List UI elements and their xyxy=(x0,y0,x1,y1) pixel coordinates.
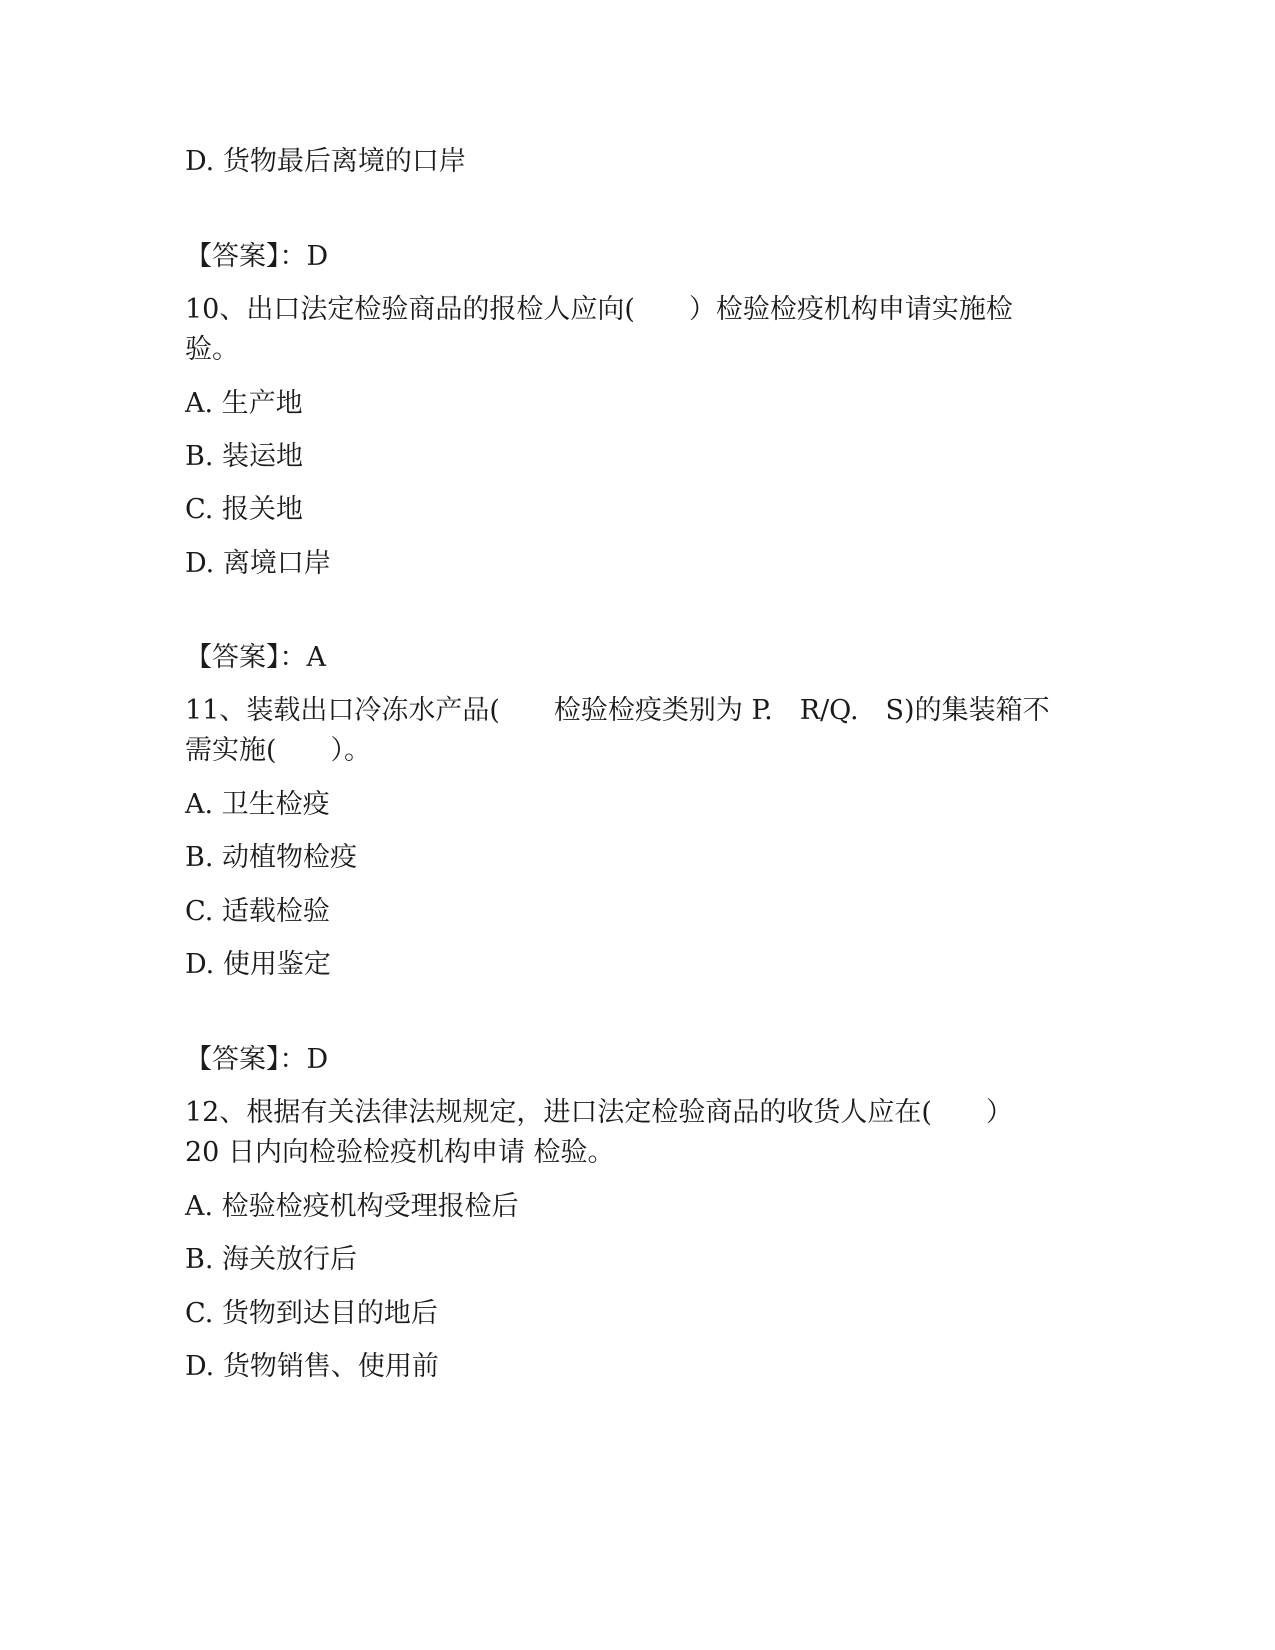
q10-option-c: C. 报关地 xyxy=(185,494,303,525)
q12-option-a: A. 检验检疫机构受理报检后 xyxy=(185,1191,519,1222)
q11-stem-line2: 需实施( ）。 xyxy=(185,735,372,766)
q12-stem-line2: 20 日内向检验检疫机构申请 检验。 xyxy=(185,1137,615,1168)
q11-option-c: C. 适载检验 xyxy=(185,896,330,927)
q12-option-d: D. 货物销售、使用前 xyxy=(185,1351,439,1382)
q10-answer: 【答案】：A xyxy=(185,642,326,673)
q11-option-b: B. 动植物检疫 xyxy=(185,842,358,873)
q11-option-a: A. 卫生检疫 xyxy=(185,789,330,820)
q9-answer: 【答案】：D xyxy=(185,241,329,272)
q10-option-b: B. 装运地 xyxy=(185,441,304,472)
q12-stem-line1: 12、根据有关法律法规规定，进口法定检验商品的收货人应在( ） xyxy=(185,1097,1013,1128)
q9-option-d: D. 货物最后离境的口岸 xyxy=(185,146,466,177)
q11-answer: 【答案】：D xyxy=(185,1044,329,1075)
q10-stem-line1: 10、出口法定检验商品的报检人应向( ）检验检疫机构申请实施检 xyxy=(185,294,1013,325)
q12-option-c: C. 货物到达目的地后 xyxy=(185,1298,438,1329)
q10-option-a: A. 生产地 xyxy=(185,388,303,419)
q12-option-b: B. 海关放行后 xyxy=(185,1244,358,1275)
q11-stem-line1: 11、装载出口冷冻水产品( 检验检疫类别为 P. R/Q. S)的集装箱不 xyxy=(185,695,1050,726)
q11-option-d: D. 使用鉴定 xyxy=(185,949,331,980)
q10-stem-line2: 验。 xyxy=(185,334,239,365)
q10-option-d: D. 离境口岸 xyxy=(185,548,331,579)
